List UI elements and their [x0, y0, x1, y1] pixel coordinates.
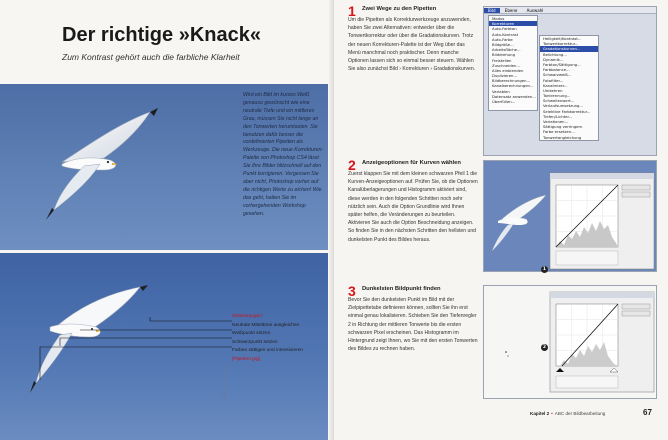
- page-footer: Kapitel 2 • ABC der Bildbearbeitung: [530, 411, 606, 416]
- step-heading: Dunkelsten Bildpunkt finden: [362, 286, 441, 292]
- submenu-korrekturen: [539, 35, 599, 141]
- menu-item[interactable]: Gradationskurven...: [540, 46, 598, 51]
- menu-item[interactable]: Kanalberechnungen...: [492, 83, 534, 89]
- curves-display-options: [556, 376, 618, 388]
- screenshot-black-point-image: [484, 286, 656, 398]
- step-number: 2: [348, 157, 356, 173]
- step-marker: 2: [542, 345, 547, 350]
- menu-item[interactable]: Kanalmixer...: [543, 82, 568, 88]
- step-body: Zuerst klappen Sie mit dem kleinen schwarzen Pfeil 1 die Kurven-Anzeigeoptionen auf. Prüfen Sie, ob die Optionen Kanalüberlagerungen und Histogramm aktiviert sind, diese werden in den folgenden Schritten noch sehr nützlich sein. Auch die Option Grundlinie wird Ihnen später helfen, die Veränderungen zu beurteilen. Aktivieren Sie auch die Option Beschneidung anzeigen. So finden Sie in den nächsten Schritten den hellsten und dunkelsten Punkt des Bildes heraus.: [348, 171, 478, 243]
- callout-item: Schwarzpunkt setzen: [232, 339, 278, 345]
- menu-item[interactable]: Datensatz anwenden...: [492, 93, 536, 99]
- curves-dialog-titlebar: [550, 173, 654, 179]
- menu-bar-item[interactable]: Ebene: [504, 8, 518, 13]
- menu-bar: [484, 7, 656, 14]
- menu-item[interactable]: Auto-Farbe: [492, 36, 513, 42]
- intro-caption: Wird ein Bild im kurzes Weiß genauso gewünscht wie eine neutrale Tiefe und ein mittleres Grau, müssen Sie nicht lange an den Tonwerten herumtasten. Sie benutzen dafür besser die vordefinierten Pipetten als Werkzeuge. Die neue Korrekturen-Palette von Photoshop CS4 lässt Sie Ihre Bilder blitzschnell auf den Punkt korrigieren. Vergessen Sie aber nicht, Photoshop vorher auf die richtigen Werte zu eichen! Wie das geht, hatten Sie im vorhergehenden Workshop gesehen.: [243, 92, 324, 217]
- ok-button[interactable]: [622, 304, 650, 309]
- curves-dialog-titlebar: [550, 292, 654, 298]
- cancel-button[interactable]: [622, 192, 650, 197]
- footer-chapter: Kapitel 2: [530, 411, 550, 416]
- callout-item: Weißpunkt setzen: [232, 331, 271, 336]
- page-title: Der richtige »Knack«: [62, 24, 261, 46]
- callout-heading: Zielsetzungen:: [232, 314, 264, 319]
- menu-bar-item[interactable]: Bild: [484, 8, 500, 13]
- menu-item[interactable]: Bildberechnungen...: [492, 78, 531, 84]
- page-number: 67: [643, 408, 652, 417]
- step-number: 3: [348, 283, 356, 299]
- menu-bild: [488, 15, 538, 111]
- callout-list: [232, 313, 324, 364]
- footer-section: ABC der Bildbearbeitung: [554, 411, 606, 416]
- menu-item[interactable]: Belichtung...: [543, 51, 567, 57]
- menu-item[interactable]: Tonwertkorrektur...: [543, 41, 579, 47]
- screenshot-menu: [483, 6, 657, 156]
- menu-item[interactable]: Tontrennung...: [543, 93, 571, 99]
- screenshot-curves-image: [484, 161, 656, 271]
- menu-item[interactable]: Überfüllen...: [492, 99, 516, 104]
- step-heading: Zwei Wege zu den Pipetten: [362, 6, 437, 12]
- callout-item: Neutrale Mitteltöne ausgleichen: [232, 322, 300, 328]
- cancel-button[interactable]: [622, 311, 650, 316]
- menu-item[interactable]: Duplizieren...: [492, 73, 518, 79]
- callout-item: Farben sättigen und intensivieren: [232, 348, 303, 353]
- menu-item[interactable]: Helligkeit/Kontrast...: [543, 36, 582, 41]
- menu-item[interactable]: Variationen...: [543, 119, 569, 124]
- menu-item[interactable]: Schwellenwert...: [543, 98, 575, 104]
- menu-item[interactable]: Variablen: [492, 88, 510, 94]
- step-marker: 1: [542, 267, 547, 272]
- screenshot-curves-options: [483, 160, 657, 272]
- menu-item[interactable]: Bilddrehung: [492, 52, 515, 58]
- menu-item[interactable]: Umkehren: [543, 87, 563, 93]
- callout-file: [Pipetten.jpg]: [232, 356, 261, 362]
- menu-item[interactable]: Sättigung verringern: [543, 124, 583, 130]
- menu-item[interactable]: Bildgröße...: [492, 41, 514, 47]
- menu-item[interactable]: Farbton/Sättigung...: [543, 61, 581, 67]
- menu-item[interactable]: Selektive Farbkorrektur...: [543, 108, 591, 114]
- menu-item[interactable]: Alles einblenden: [492, 67, 524, 73]
- page-subtitle: Zum Kontrast gehört auch die farbliche Klarheit: [62, 52, 240, 62]
- menu-item[interactable]: Dynamik...: [543, 56, 564, 62]
- photo-credit: Foto: Nadja Jasche: [222, 363, 227, 400]
- menu-item[interactable]: Freistellen: [492, 57, 512, 63]
- menu-item[interactable]: Zuschneiden...: [492, 62, 521, 68]
- menu-item[interactable]: Auto-Farbton: [492, 26, 517, 32]
- ok-button[interactable]: [622, 185, 650, 190]
- menu-item[interactable]: Verlaufsumsetzung...: [543, 103, 584, 109]
- step-body: Um die Pipetten als Korrekturwerkzeuge anzuwenden, haben Sie zwei Alternativen: entweder über die Tonwertkorrektur oder über die Gradationskurven. Trotz der neuen Korrekturen-Palette ist der Weg über das Menü manchmal noch praktischer. Denn manche Optionen lassen sich so einmal besser steuern. Wählen Sie also zunächst Bild › Korrekturen › Gradationskurven.: [348, 17, 476, 73]
- menu-item[interactable]: Tonwertangleichung: [543, 134, 582, 140]
- menu-item[interactable]: Arbeitsfläche...: [492, 47, 521, 53]
- step-body: Bevor Sie den dunkelsten Punkt im Bild mit der Zielpipettetabe definieren können, sollten Sie ihn erst einmal genau lokalisieren. Schieben Sie den Tiefenregler 2 in Richtung der mittleren Tonwerte bis die ersten schwarzen Pixel erscheinen. Das Histogramm im Hintergrund zeigt Ihnen, wo Sie mit den ersten Tonwerten des Bildes zu rechnen haben.: [348, 297, 478, 353]
- menu-bar-item[interactable]: Auswahl: [526, 8, 544, 13]
- menu-item[interactable]: Tiefen/Lichter...: [543, 113, 573, 119]
- screenshot-black-point: [483, 285, 657, 399]
- menu-item[interactable]: Farbe ersetzen...: [543, 129, 575, 135]
- menu-item[interactable]: Fotofilter...: [543, 77, 564, 83]
- step-heading: Anzeigeoptionen für Kurven wählen: [362, 160, 461, 166]
- menu-item[interactable]: Auto-Kontrast: [492, 31, 519, 37]
- menu-item[interactable]: Korrekturen: [489, 21, 537, 26]
- curves-display-options: [556, 251, 618, 265]
- menu-item[interactable]: Modus: [492, 16, 505, 21]
- menu-item[interactable]: Farbbalance...: [543, 67, 570, 73]
- menu-item[interactable]: Schwarzweiß...: [543, 72, 572, 78]
- step-number: 1: [348, 3, 356, 19]
